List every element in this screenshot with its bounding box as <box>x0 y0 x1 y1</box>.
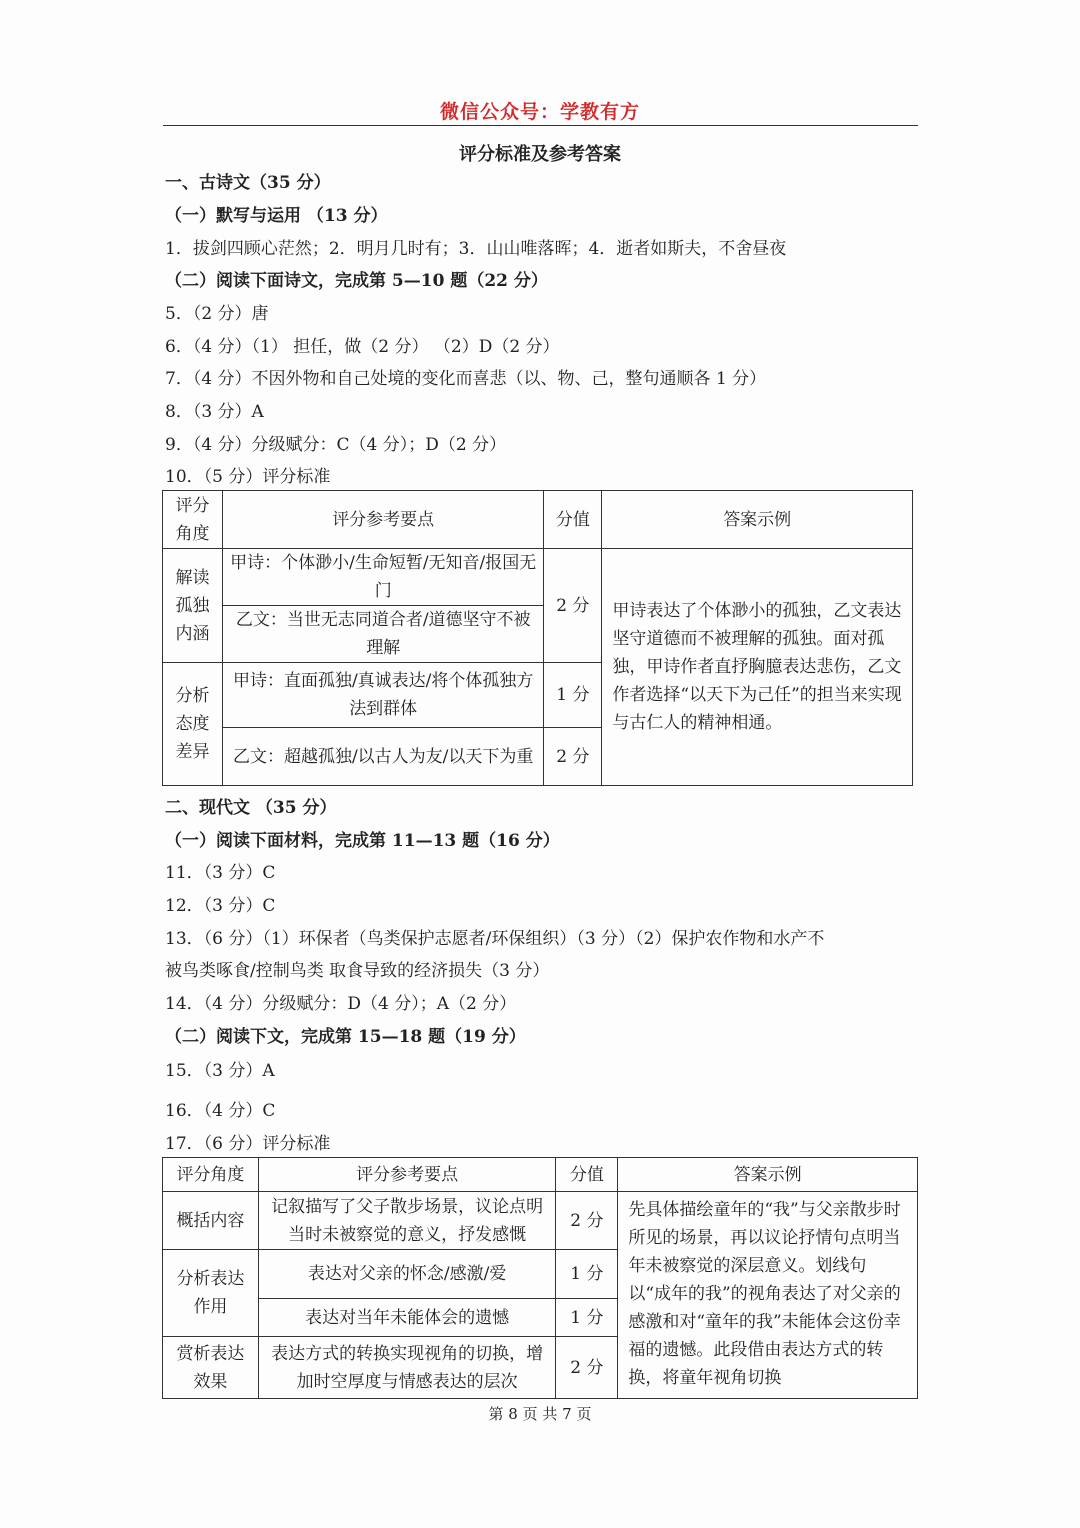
table-cell-score: 1 分 <box>544 663 602 728</box>
table-cell-score: 2 分 <box>544 549 602 663</box>
table-cell-score: 1 分 <box>556 1299 618 1337</box>
table-cell-score: 2 分 <box>556 1337 618 1399</box>
answer-line: 8．（3 分）A <box>165 402 264 422</box>
table-cell-angle: 解读孤独内涵 <box>163 549 223 663</box>
answer-line: 11．（3 分）C <box>165 863 276 883</box>
answer-line: 14．（4 分）分级赋分：D（4 分）；A（2 分） <box>165 994 517 1014</box>
table-cell-point: 表达对当年未能体会的遗憾 <box>258 1299 556 1337</box>
answer-line: 6．（4 分）（1） 担任，做（2 分） （2）D（2 分） <box>165 337 560 357</box>
table-header: 评分参考要点 <box>222 491 544 549</box>
table-cell-example: 甲诗表达了个体渺小的孤独，乙文表达坚守道德而不被理解的孤独。面对孤独，甲诗作者直抒胸臆表达悲伤，乙文作者选择“以天下为己任”的担当来实现与古仁人的精神相通。 <box>602 549 913 786</box>
table-header: 答案示例 <box>602 491 913 549</box>
table-cell-angle: 分析态度差异 <box>163 663 223 786</box>
scoring-table-q10 <box>162 490 913 786</box>
answer-line: 12．（3 分）C <box>165 896 276 916</box>
table-cell-angle: 赏析表达效果 <box>163 1337 259 1399</box>
table-cell-example: 先具体描绘童年的“我”与父亲散步时所见的场景，再以议论抒情句点明当年未被察觉的深层意义。划线句以“成年的我”的视角表达了对父亲的感激和对“童年的我”未能体会这份幸福的遗憾。此段借由表达方式的转换，将童年视角切换 <box>618 1192 918 1399</box>
scoring-table-q17 <box>162 1157 918 1399</box>
table-header: 分值 <box>544 491 602 549</box>
answer-line: 被鸟类啄食/控制鸟类 取食导致的经济损失（3 分） <box>165 961 550 981</box>
subsection-heading: （二）阅读下面诗文，完成第 5—10 题（22 分） <box>165 271 548 291</box>
table-cell-angle: 分析表达作用 <box>163 1250 259 1337</box>
table-cell-angle: 概括内容 <box>163 1192 259 1250</box>
answer-line: 17．（6 分）评分标准 <box>165 1134 331 1154</box>
answer-line: 10．（5 分）评分标准 <box>165 467 331 487</box>
header-rule <box>163 125 918 126</box>
table-cell-point: 乙文：超越孤独/以古人为友/以天下为重 <box>222 728 544 786</box>
subsection-heading: （二）阅读下文，完成第 15—18 题（19 分） <box>165 1027 526 1047</box>
section-heading: 一、古诗文（35 分） <box>165 173 331 193</box>
table-header: 答案示例 <box>618 1158 918 1192</box>
subsection-heading: （一）阅读下面材料，完成第 11—13 题（16 分） <box>165 831 560 851</box>
table-cell-point: 表达方式的转换实现视角的切换，增加时空厚度与情感表达的层次 <box>258 1337 556 1399</box>
table-header: 分值 <box>556 1158 618 1192</box>
table-cell-point: 表达对父亲的怀念/感激/爱 <box>258 1250 556 1299</box>
watermark-header: 微信公众号：学教有方 <box>439 101 640 123</box>
table-cell-point: 甲诗：个体渺小/生命短暂/无知音/报国无门 <box>222 549 544 606</box>
table-header: 评分参考要点 <box>258 1158 556 1192</box>
table-cell-score: 2 分 <box>544 728 602 786</box>
answer-line: 5．（2 分）唐 <box>165 304 269 324</box>
page-title: 评分标准及参考答案 <box>459 144 621 165</box>
table-header: 评分角度 <box>163 1158 259 1192</box>
table-cell-point: 甲诗：直面孤独/真诚表达/将个体孤独方法到群体 <box>222 663 544 728</box>
table-cell-point: 记叙描写了父子散步场景，议论点明当时未被察觉的意义，抒发感慨 <box>258 1192 556 1250</box>
subsection-heading: （一）默写与运用 （13 分） <box>165 206 388 226</box>
answer-line: 13．（6 分）（1）环保者（鸟类保护志愿者/环保组织）（3 分）（2）保护农作物和水产不 <box>165 929 825 949</box>
answer-line: 15．（3 分）A <box>165 1061 275 1081</box>
section-heading: 二、现代文 （35 分） <box>165 798 337 818</box>
answer-line: 1．拔剑四顾心茫然；2．明月几时有；3．山山唯落晖；4．逝者如斯夫，不舍昼夜 <box>165 239 787 259</box>
table-cell-score: 2 分 <box>556 1192 618 1250</box>
answer-line: 7．（4 分）不因外物和自己处境的变化而喜悲（以、物、己，整句通顺各 1 分） <box>165 369 767 389</box>
answer-line: 9．（4 分）分级赋分：C（4 分）；D（2 分） <box>165 435 507 455</box>
table-cell-score: 1 分 <box>556 1250 618 1299</box>
table-header: 评分角度 <box>163 491 223 549</box>
table-cell-point: 乙文：当世无志同道合者/道德坚守不被理解 <box>222 606 544 663</box>
page-footer: 第 8 页 共 7 页 <box>488 1405 592 1423</box>
answer-line: 16．（4 分）C <box>165 1101 276 1121</box>
